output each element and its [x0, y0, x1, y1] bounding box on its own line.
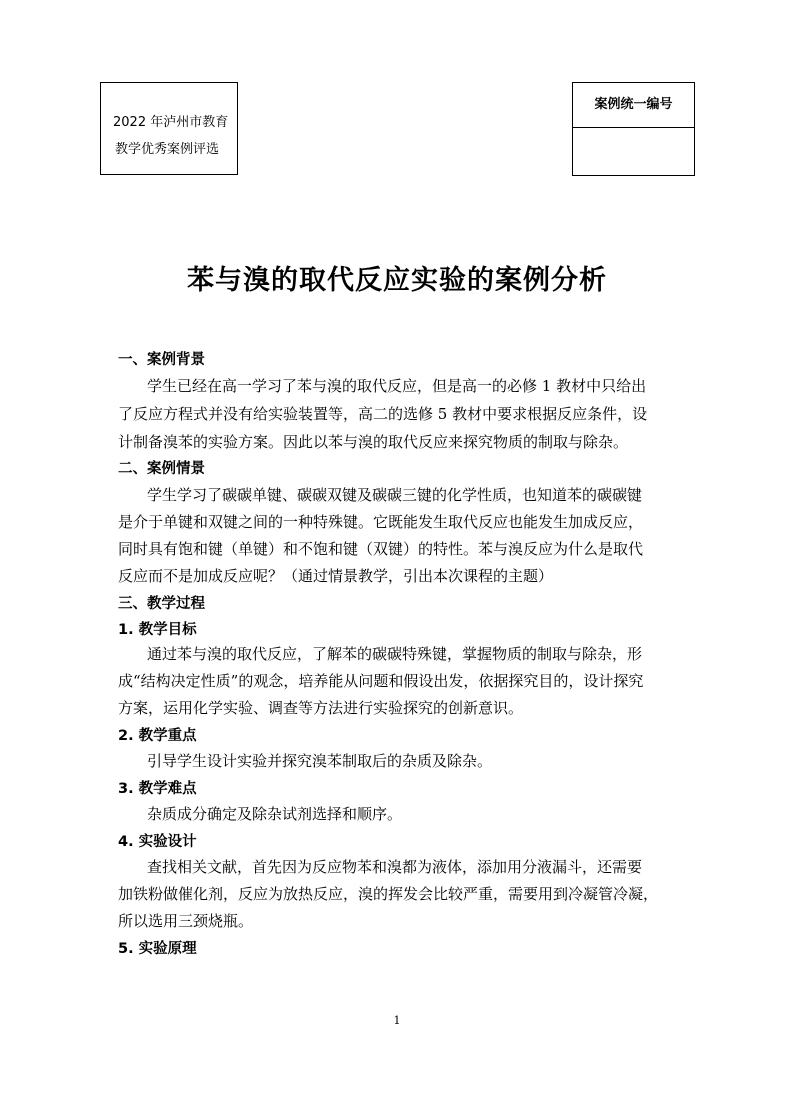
paragraph-line: 引导学生设计实验并探究溴苯制取后的杂质及除杂。: [147, 752, 493, 770]
paragraph-line: 通过苯与溴的取代反应，了解苯的碳碳特殊键，掌握物质的制取与除杂，形: [147, 645, 643, 663]
subheading-experiment-principle: 5. 实验原理: [118, 941, 197, 957]
document-title: 苯与溴的取代反应实验的案例分析: [187, 265, 607, 296]
paragraph-line: 加铁粉做催化剂，反应为放热反应，溴的挥发会比较严重，需要用到冷凝管冷凝，: [118, 885, 659, 903]
paragraph-line: 同时具有饱和键（单键）和不饱和键（双键）的特性。苯与溴反应为什么是取代: [118, 540, 644, 558]
competition-label-line1: 2022 年泸州市教育: [113, 115, 229, 130]
paragraph-line: 所以选用三颈烧瓶。: [118, 912, 254, 930]
case-number-label: 案例统一编号: [573, 83, 694, 128]
paragraph-line: 方案，运用化学实验、调查等方法进行实验探究的创新意识。: [118, 699, 524, 717]
paragraph-line: 计制备溴苯的实验方案。因此以苯与溴的取代反应来探究物质的制取与除杂。: [118, 433, 629, 451]
subheading-difficulties: 3. 教学难点: [118, 781, 197, 797]
paragraph-line: 学生已经在高一学习了苯与溴的取代反应，但是高一的必修 1 教材中只给出: [147, 377, 647, 395]
paragraph-line: 反应而不是加成反应呢？（通过情景教学，引出本次课程的主题）: [118, 567, 554, 585]
section-heading-scenario: 二、案例情景: [118, 461, 205, 477]
page-number: 1: [393, 1014, 401, 1027]
competition-label-line2: 教学优秀案例评选: [115, 142, 220, 157]
section-heading-background: 一、案例背景: [118, 352, 205, 368]
case-number-box: [572, 82, 695, 176]
paragraph-line: 学生学习了碳碳单键、碳碳双键及碳碳三键的化学性质，也知道苯的碳碳键: [147, 486, 643, 504]
subheading-key-points: 2. 教学重点: [118, 728, 197, 744]
paragraph-line: 杂质成分确定及除杂试剂选择和顺序。: [147, 805, 403, 823]
section-heading-process: 三、教学过程: [118, 596, 205, 612]
subheading-experiment-design: 4. 实验设计: [118, 834, 197, 850]
paragraph-line: 是介于单键和双键之间的一种特殊键。它既能发生取代反应也能发生加成反应，: [118, 513, 644, 531]
subheading-objectives: 1. 教学目标: [118, 622, 197, 638]
paragraph-line: 查找相关文献，首先因为反应物苯和溴都为液体，添加用分液漏斗，还需要: [147, 858, 643, 876]
paragraph-line: 了反应方程式并没有给实验装置等，高二的选修 5 教材中要求根据反应条件，设: [118, 405, 648, 423]
paragraph-line: 成“结构决定性质”的观念，培养能从问题和假设出发，依据探究目的，设计探究: [118, 672, 644, 690]
competition-label-box: [100, 82, 238, 175]
